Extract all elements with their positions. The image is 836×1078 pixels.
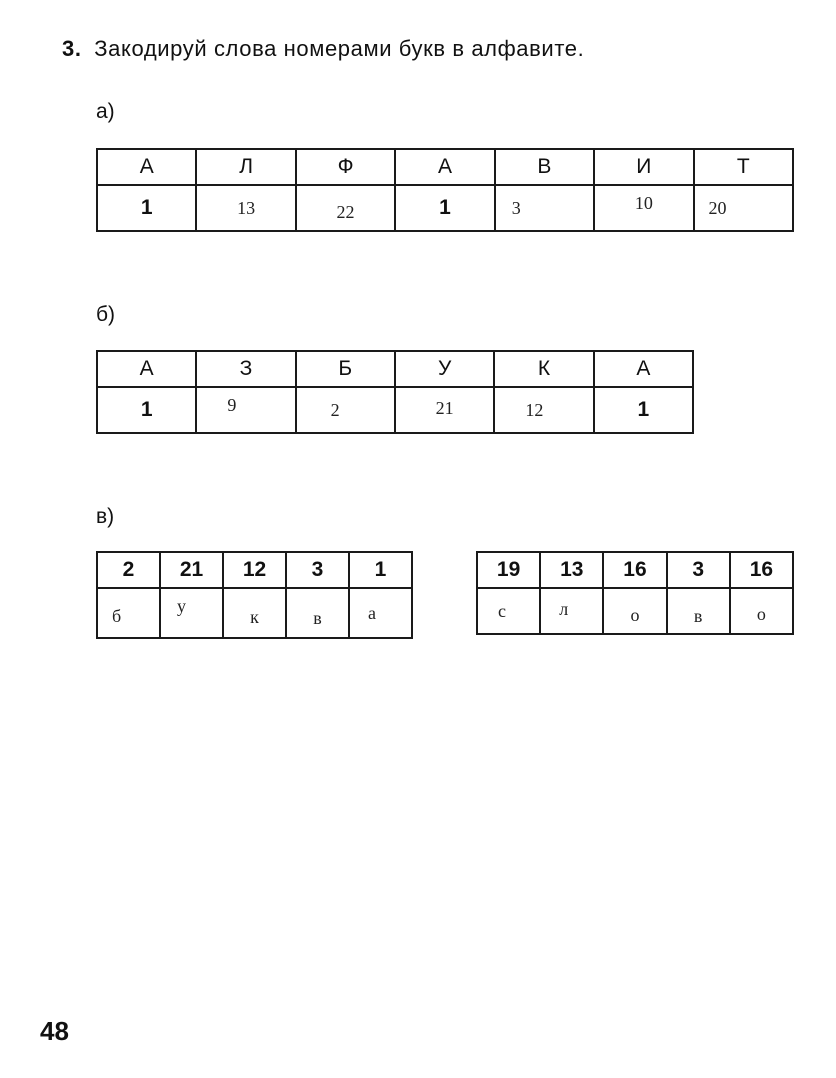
section-c-right-letters-row [477, 588, 793, 634]
section-a-table [96, 148, 794, 232]
cell-code-handwritten: 3 [495, 185, 594, 231]
cell-code-handwritten: 21 [395, 387, 494, 433]
cell-code-handwritten: 2 [296, 387, 395, 433]
cell-code-printed: 1 [97, 387, 196, 433]
cell-code-printed: 1 [97, 185, 196, 231]
cell-code-handwritten: 10 [594, 185, 693, 231]
task-header [62, 36, 584, 62]
section-a-letters-row [97, 149, 793, 185]
section-c-left-letters-row [97, 588, 412, 638]
section-b-letters-row [97, 351, 693, 387]
cell-number: 3 [667, 552, 730, 588]
cell-letter-handwritten: л [540, 588, 603, 634]
cell-letter: Ф [296, 149, 395, 185]
cell-code-handwritten: 20 [694, 185, 793, 231]
section-c-left-numbers-row [97, 552, 412, 588]
cell-letter: К [494, 351, 593, 387]
cell-letter: Л [196, 149, 295, 185]
section-b-codes-row [97, 387, 693, 433]
cell-code-printed: 1 [594, 387, 693, 433]
section-a-codes-row [97, 185, 793, 231]
cell-code-handwritten: 9 [196, 387, 295, 433]
page-number: 48 [40, 1016, 69, 1046]
cell-letter: Б [296, 351, 395, 387]
cell-code-handwritten: 13 [196, 185, 295, 231]
cell-number: 16 [603, 552, 666, 588]
section-c-left-table [96, 551, 413, 639]
cell-number: 12 [223, 552, 286, 588]
cell-number: 2 [97, 552, 160, 588]
task-number: 3. [62, 36, 82, 61]
cell-letter: А [97, 149, 196, 185]
cell-letter-handwritten: в [286, 588, 349, 638]
cell-letter: У [395, 351, 494, 387]
section-b-label: б) [96, 303, 116, 326]
cell-letter: А [594, 351, 693, 387]
task-instruction: Закодируй слова номерами букв в алфавите. [94, 36, 585, 61]
section-b-table [96, 350, 694, 434]
cell-number: 3 [286, 552, 349, 588]
cell-letter: А [97, 351, 196, 387]
section-c-right-table [476, 551, 794, 635]
cell-letter-handwritten: о [730, 588, 793, 634]
cell-letter: З [196, 351, 295, 387]
cell-number: 16 [730, 552, 793, 588]
cell-number: 13 [540, 552, 603, 588]
section-c-label: в) [96, 505, 115, 528]
cell-code-handwritten: 22 [296, 185, 395, 231]
cell-number: 1 [349, 552, 412, 588]
cell-number: 19 [477, 552, 540, 588]
cell-letter-handwritten: а [349, 588, 412, 638]
cell-code-handwritten: 12 [494, 387, 593, 433]
cell-letter-handwritten: к [223, 588, 286, 638]
cell-code-printed: 1 [395, 185, 494, 231]
cell-letter: Т [694, 149, 793, 185]
cell-letter-handwritten: у [160, 588, 223, 638]
cell-letter: А [395, 149, 494, 185]
cell-letter-handwritten: б [97, 588, 160, 638]
cell-letter-handwritten: о [603, 588, 666, 634]
cell-letter-handwritten: в [667, 588, 730, 634]
cell-number: 21 [160, 552, 223, 588]
cell-letter: В [495, 149, 594, 185]
section-c-right-numbers-row [477, 552, 793, 588]
cell-letter-handwritten: с [477, 588, 540, 634]
cell-letter: И [594, 149, 693, 185]
section-a-label: а) [96, 100, 115, 123]
